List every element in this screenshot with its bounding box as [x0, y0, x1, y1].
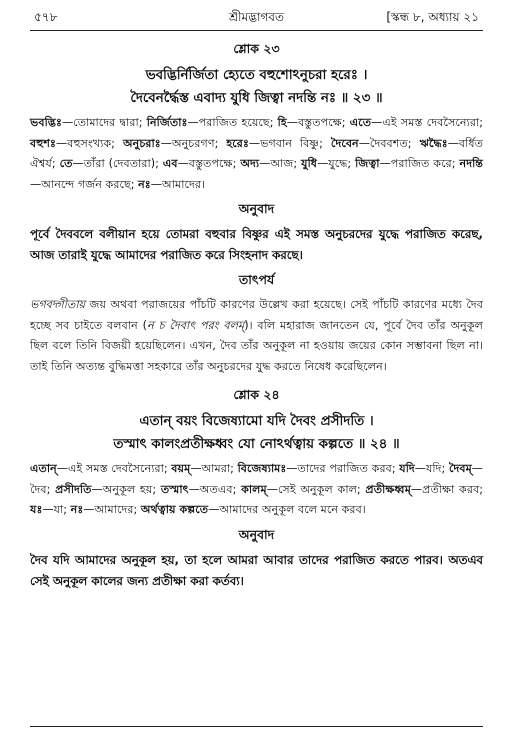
- synonym-meaning: অনুচরগণ;: [171, 136, 219, 150]
- verse-24-translation: দৈব যদি আমাদের অনুকূল হয়, তা হলে আমরা আবার তাদের পরাজিত করতে পারব। অতএব সেই অনুকূল কালের জন্য প্রতীক্ষা করা কর্তব্য।: [30, 552, 483, 588]
- synonym-entry: প্রতীক্ষধ্বম্—প্রতীক্ষা করব;: [365, 482, 484, 496]
- synonym-term: তে: [59, 157, 73, 170]
- purport-quotation: ন চ দৈবাৎ পরং বলম্: [146, 318, 245, 332]
- synonym-meaning: বস্তুতপক্ষে;: [188, 157, 237, 170]
- synonym-entry: ঋদ্ধৈঃ—বর্ধিত ঐশ্বর্য;: [30, 136, 484, 170]
- synonym-term: অর্থত্বায় কল্পতে: [140, 503, 209, 516]
- verse-23-purport: [30, 295, 483, 377]
- synonym-meaning: তাদের পরাজিত করব;: [297, 462, 396, 475]
- synonym-term: নদন্তি: [459, 157, 483, 170]
- synonym-term: জিত্বা: [355, 157, 380, 170]
- synonym-entry: হরেঃ—ভগবান বিষ্ণু;: [226, 136, 323, 150]
- synonym-meaning: বহুসংখ্যক;: [67, 136, 115, 150]
- synonym-meaning: আমরা;: [201, 462, 234, 475]
- synonym-entry: অর্থত্বায় কল্পতে—আমাদের অনুকূল বলে মনে করব।: [140, 503, 366, 516]
- verse-24-heading: শ্লোক ২৪: [233, 387, 280, 402]
- synonym-meaning: এই সমস্ত দেবসৈন্যেরা;: [68, 462, 168, 475]
- synonym-meaning: তাঁরা (দেবতারা);: [83, 157, 159, 170]
- verse-24-line-1: এতান্ বয়ং বিজেষ্যামো যদি দৈবং প্রসীদতি ।: [139, 414, 374, 429]
- synonym-entry: হি—বস্তুতপক্ষে;: [277, 116, 346, 129]
- synonym-meaning: বর্ধিত ঐশ্বর্য;: [30, 136, 484, 170]
- verse-23-synonyms: [30, 113, 483, 195]
- synonym-term: হরেঃ: [226, 136, 249, 150]
- book-title: শ্রীমদ্ভাগবত: [228, 10, 284, 24]
- header-rule: [30, 30, 483, 31]
- synonym-term: প্রতীক্ষধ্বম্: [365, 482, 411, 496]
- synonym-meaning: পরাজিত হয়েছে;: [198, 116, 274, 129]
- synonym-entry: নঃ—আমাদের;: [70, 503, 138, 516]
- verse-23-line-1: ভবদ্ভির্নির্জিতা হ্যেতে বহুশোঽনুচরা হরেঃ ।: [145, 68, 368, 83]
- purport-text-part-2: )। বলি মহারাজ জানতেন যে, পূর্বে দৈব তাঁর অনুকূল ছিল বলে তিনি বিজয়ী হয়েছিলেন। এখন, দৈব তাঁর অনুকূল না হওয়ায় জয়ের কোন সম্ভাবনা ছিল না। তাই তিনি অত্যন্ত বুদ্ধিমত্তা সহকারে তাঁর অনুচরদের যুদ্ধ করতে নিষেধ করেছিলেন।: [30, 318, 484, 373]
- purport-book-reference: ভগবদ্গীতায়: [30, 298, 86, 311]
- synonym-meaning: আমাদের।: [161, 177, 205, 191]
- synonym-term: দৈবেন: [330, 136, 359, 150]
- synonym-entry: দৈবম্—দৈব;: [30, 462, 483, 496]
- synonym-meaning: বস্তুতপক্ষে;: [297, 116, 346, 129]
- synonym-entry: এতান্—এই সমস্ত দেবসৈন্যেরা;: [30, 462, 168, 475]
- synonym-entry: বয়ম্—আমরা;: [171, 462, 234, 475]
- synonym-term: কালম্: [241, 482, 267, 496]
- synonym-entry: এতে—এই সমস্ত দেবসৈন্যেরা;: [349, 116, 484, 129]
- synonym-meaning: এই সমস্ত দেবসৈন্যেরা;: [382, 116, 484, 129]
- verse-23-translation: পূর্বে দৈববলে বলীয়ান হয়ে তোমরা বহুবার বিষ্ণুর এই সমস্ত অনুচরদের যুদ্ধে পরাজিত করেছ, আজ তারাই যুদ্ধে আমাদের পরাজিত করে সিংহনাদ করছে।: [30, 227, 483, 262]
- synonym-meaning: যদি;: [425, 462, 446, 475]
- verse-23-heading: শ্লোক ২৩: [233, 41, 280, 56]
- synonym-term: হি: [277, 116, 287, 129]
- verse-24-translation-heading: অনুবাদ: [238, 526, 275, 542]
- synonym-term: এব: [162, 157, 178, 170]
- verse-24-line-2: তস্মাৎ কালংপ্রতীক্ষধ্বং যো নোঽর্থত্বায় কল্পতে ॥ ২৪ ॥: [113, 437, 400, 452]
- synonym-entry: ভবদ্ভিঃ—তোমাদের দ্বারা;: [30, 116, 143, 129]
- synonym-entry: বহুশঃ—বহুসংখ্যক;: [30, 136, 115, 150]
- synonym-entry: নদন্তি—আনন্দে গর্জন করছে;: [30, 157, 483, 191]
- verse-23-purport-heading: তাৎপর্য: [238, 272, 275, 287]
- synonym-entry: নির্জিতাঃ—পরাজিত হয়েছে;: [146, 116, 274, 129]
- synonym-term: বিজেষ্যামঃ: [237, 462, 287, 475]
- synonym-meaning: দৈববশত;: [369, 136, 412, 150]
- synonym-term: ঋদ্ধৈঃ: [419, 136, 448, 150]
- synonym-entry: অদ্য—আজ;: [240, 157, 298, 170]
- footer-rule: [30, 726, 483, 727]
- synonym-term: যদি: [399, 462, 415, 475]
- synonym-entry: অনুচরাঃ—অনুচরগণ;: [122, 136, 219, 150]
- synonym-term: অনুচরাঃ: [122, 136, 161, 150]
- synonym-meaning: আনন্দে গর্জন করছে;: [41, 177, 135, 191]
- synonym-meaning: প্রতীক্ষা করব;: [422, 482, 484, 496]
- synonym-entry: তে—তাঁরা (দেবতারা);: [59, 157, 159, 170]
- purport-text-part-1: জয় অথবা পরাজয়ের পাঁচটি কারণের উল্লেখ করা হয়েছে। সেই পাঁচটি কারণের মধ্যে দৈব হচ্ছে সব চাইতে বলবান (: [30, 298, 483, 332]
- synonym-term: বয়ম্: [171, 462, 191, 475]
- page-header: [34, 6, 479, 28]
- synonym-meaning: সেই অনুকূল কাল;: [277, 482, 361, 496]
- synonym-term: নঃ: [138, 177, 151, 191]
- synonym-meaning: দৈব;: [30, 482, 51, 496]
- synonym-entry: নঃ—আমাদের।: [138, 177, 205, 191]
- synonym-term: যুধি: [301, 157, 318, 170]
- synonym-entry: জিত্বা—পরাজিত করে;: [355, 157, 456, 170]
- verse-23-translation-heading: অনুবাদ: [238, 201, 275, 216]
- synonym-term: যঃ: [30, 503, 43, 516]
- synonym-term: এতান্: [30, 462, 57, 475]
- synonym-term: ভবদ্ভিঃ: [30, 116, 62, 129]
- chapter-reference: [স্কন্ধ ৮, অধ্যায় ২১: [386, 10, 479, 24]
- synonym-entry: প্রসীদতি—অনুকূল হয়;: [55, 482, 157, 496]
- synonym-entry: বিজেষ্যামঃ—তাদের পরাজিত করব;: [237, 462, 396, 475]
- page-body: [30, 32, 483, 592]
- verse-24-synonyms: [30, 459, 483, 521]
- verse-23-line-2: দৈবেনর্দ্ধৈস্ত এবাদ্য যুধি জিত্বা নদন্তি নঃ ॥ ২৩ ॥: [130, 91, 383, 106]
- synonym-meaning: অতএব;: [199, 482, 237, 496]
- synonym-entry: এব—বস্তুতপক্ষে;: [162, 157, 237, 170]
- synonym-meaning: তোমাদের দ্বারা;: [73, 116, 143, 129]
- synonym-meaning: আমাদের অনুকূল বলে মনে করব।: [219, 503, 366, 516]
- synonym-entry: যদি—যদি;: [399, 462, 446, 475]
- synonym-term: তস্মাৎ: [160, 482, 189, 496]
- synonym-term: বহুশঃ: [30, 136, 56, 150]
- synonym-term: অদ্য: [240, 157, 260, 170]
- synonym-entry: দৈবেন—দৈববশত;: [330, 136, 412, 150]
- synonym-meaning: আমাদের;: [94, 503, 138, 516]
- synonym-entry: যঃ—যা;: [30, 503, 68, 516]
- synonym-term: দৈবম্: [448, 462, 472, 475]
- synonym-entry: যুধি—যুদ্ধে;: [301, 157, 352, 170]
- synonym-entry: কালম্—সেই অনুকূল কাল;: [241, 482, 361, 496]
- synonym-meaning: যা;: [53, 503, 68, 516]
- synonym-meaning: অনুকূল হয়;: [102, 482, 157, 496]
- synonym-term: প্রসীদতি: [55, 482, 92, 496]
- synonym-term: নির্জিতাঃ: [146, 116, 188, 129]
- synonym-term: এতে: [349, 116, 372, 129]
- synonym-meaning: যুদ্ধে;: [328, 157, 352, 170]
- synonym-entry: তস্মাৎ—অতএব;: [160, 482, 237, 496]
- synonym-meaning: পরাজিত করে;: [390, 157, 456, 170]
- synonym-term: নঃ: [70, 503, 84, 516]
- page-number: ৫৭৮: [34, 10, 58, 24]
- synonym-meaning: ভগবান বিষ্ণু;: [260, 136, 323, 150]
- synonym-meaning: আজ;: [270, 157, 298, 170]
